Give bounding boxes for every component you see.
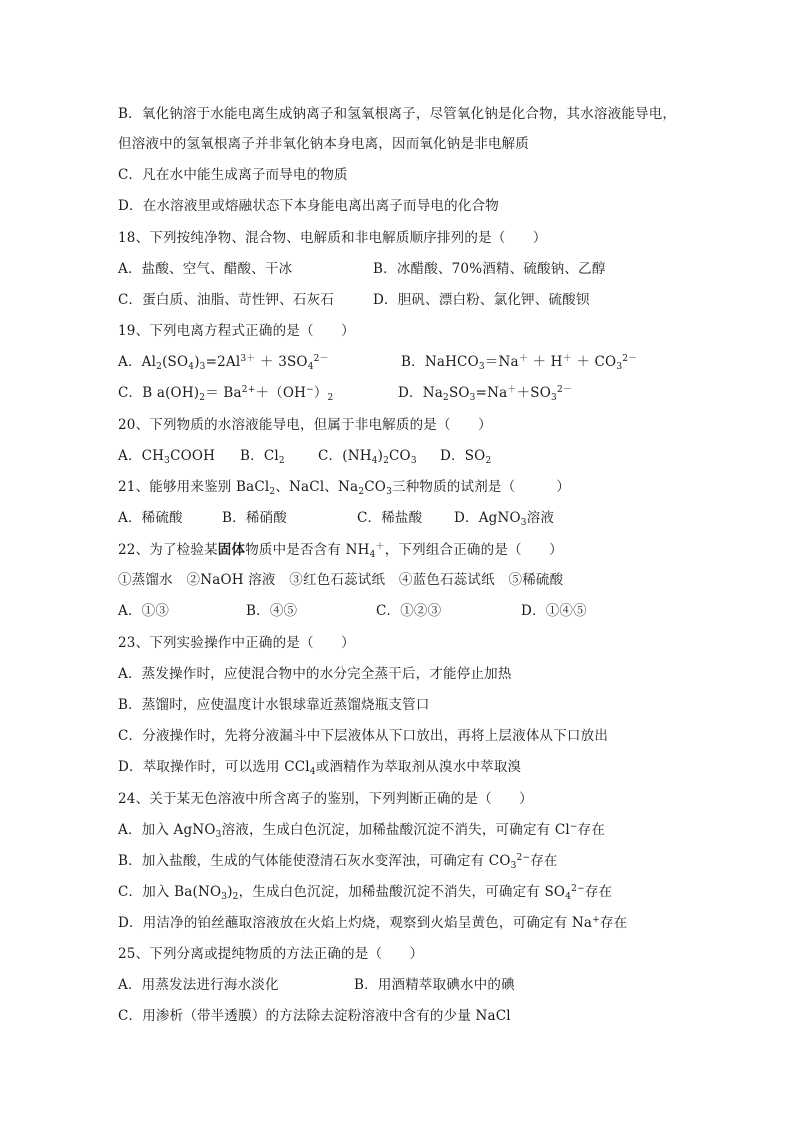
option-b: D．$Na_2SO_3=Na^++SO_3^{2-}$	[398, 385, 573, 403]
option-d: D．$SO_2$	[440, 448, 492, 466]
text-line: A．加入 AgNO$_3$溶液，生成白色沉淀，加稀盐酸沉淀不消失，可确定有 Cl−存在	[118, 822, 606, 840]
text-line: 23、下列实验操作中正确的是（ ）	[118, 635, 355, 651]
option-a: A．$Al_2(SO_4)_3=2Al^{3+} + 3SO_4^{2-}$	[118, 354, 329, 372]
option-d: D．①④⑤	[521, 603, 587, 619]
text-line: ①蒸馏水 ②NaOH 溶液 ③红色石蕊试纸 ④蓝色石蕊试纸 ⑤稀硫酸	[118, 572, 564, 588]
option-d: D．AgNO$_3$溶液	[454, 510, 555, 528]
text-line: D．在水溶液里或熔融状态下本身能电离出离子而导电的化合物	[118, 198, 499, 214]
text-line: 21、能够用来鉴别 BaCl$_2$、NaCl、$Na_2CO_3$三种物质的试剂是（ ）	[118, 479, 571, 497]
option-b: D．胆矾、漂白粉、氯化钾、硫酸钡	[373, 292, 590, 308]
option-b: B．用酒精萃取碘水中的碘	[354, 977, 515, 993]
text-line: C．凡在水中能生成离子而导电的物质	[118, 167, 348, 183]
option-c: C．$(NH_4)_2CO_3$	[318, 448, 417, 466]
text-line: 20、下列物质的水溶液能导电，但属于非电解质的是（ ）	[118, 417, 492, 433]
option-b: B．冰醋酸、70%酒精、硫酸钠、乙醇	[373, 261, 606, 277]
option-b: B．④⑤	[246, 603, 298, 619]
text-line: 19、下列电离方程式正确的是（ ）	[118, 323, 355, 339]
option-a: A．盐酸、空气、醋酸、干冰	[118, 261, 293, 277]
option-a: A．稀硫酸	[118, 510, 183, 526]
text-line: 22、为了检验某固体物质中是否含有 $NH_4^+$，下列组合正确的是（ ）	[118, 542, 563, 560]
text-line: 25、下列分离或提纯物质的方法正确的是（ ）	[118, 946, 424, 962]
option-c: C．①②③	[376, 603, 442, 619]
option-a: C．蛋白质、油脂、苛性钾、石灰石	[118, 292, 335, 308]
option-c: C．稀盐酸	[357, 510, 423, 526]
text-line: C．分液操作时，先将分液漏斗中下层液体从下口放出，再将上层液体从下口放出	[118, 728, 609, 744]
option-a: C．B $a(OH)_2= Ba^{2+}+(OH^-)_2$	[118, 385, 334, 403]
option-a: A．用蒸发法进行海水淡化	[118, 977, 279, 993]
option-b: B．NaHCO$_3$＝Na＋ ＋ $H^+ + CO_3^{2-}$	[401, 354, 638, 372]
option-a: A．①③	[118, 603, 170, 619]
text-line: 24、关于某无色溶液中所含离子的鉴别，下列判断正确的是（ ）	[118, 791, 533, 807]
text-line: B．蒸馏时，应使温度计水银球靠近蒸馏烧瓶支管口	[118, 697, 430, 713]
text-line: 18、下列按纯净物、混合物、电解质和非电解质顺序排列的是（ ）	[118, 230, 547, 246]
text-line: B．氧化钠溶于水能电离生成钠离子和氢氧根离子，尽管氧化钠是化合物，其水溶液能导电，	[118, 106, 677, 122]
option-a: A．$CH_3COOH$	[118, 448, 216, 466]
option-b: B．$Cl_2$	[240, 448, 285, 466]
text-line: C．用渗析（带半透膜）的方法除去淀粉溶液中含有的少量 NaCl	[118, 1008, 511, 1024]
text-line: D．用洁净的铂丝蘸取溶液放在火焰上灼烧，观察到火焰呈黄色，可确定有 Na+存在	[118, 915, 628, 931]
text-line: B．加入盐酸，生成的气体能使澄清石灰水变浑浊，可确定有 $CO_3^{2-}$存在	[118, 853, 558, 871]
text-line: 但溶液中的氢氧根离子并非氧化钠本身电离，因而氧化钠是非电解质	[118, 136, 529, 152]
text-line: A．蒸发操作时，应使混合物中的水分完全蒸干后，才能停止加热	[118, 666, 512, 682]
text-line: D．萃取操作时，可以选用 CCl$_4$或酒精作为萃取剂从溴水中萃取溴	[118, 759, 522, 777]
option-b: B．稀硝酸	[222, 510, 287, 526]
text-line: C．加入 $Ba(NO_3)_2$，生成白色沉淀，加稀盐酸沉淀不消失，可确定有 $SO_4^{2-}$存在	[118, 884, 613, 902]
